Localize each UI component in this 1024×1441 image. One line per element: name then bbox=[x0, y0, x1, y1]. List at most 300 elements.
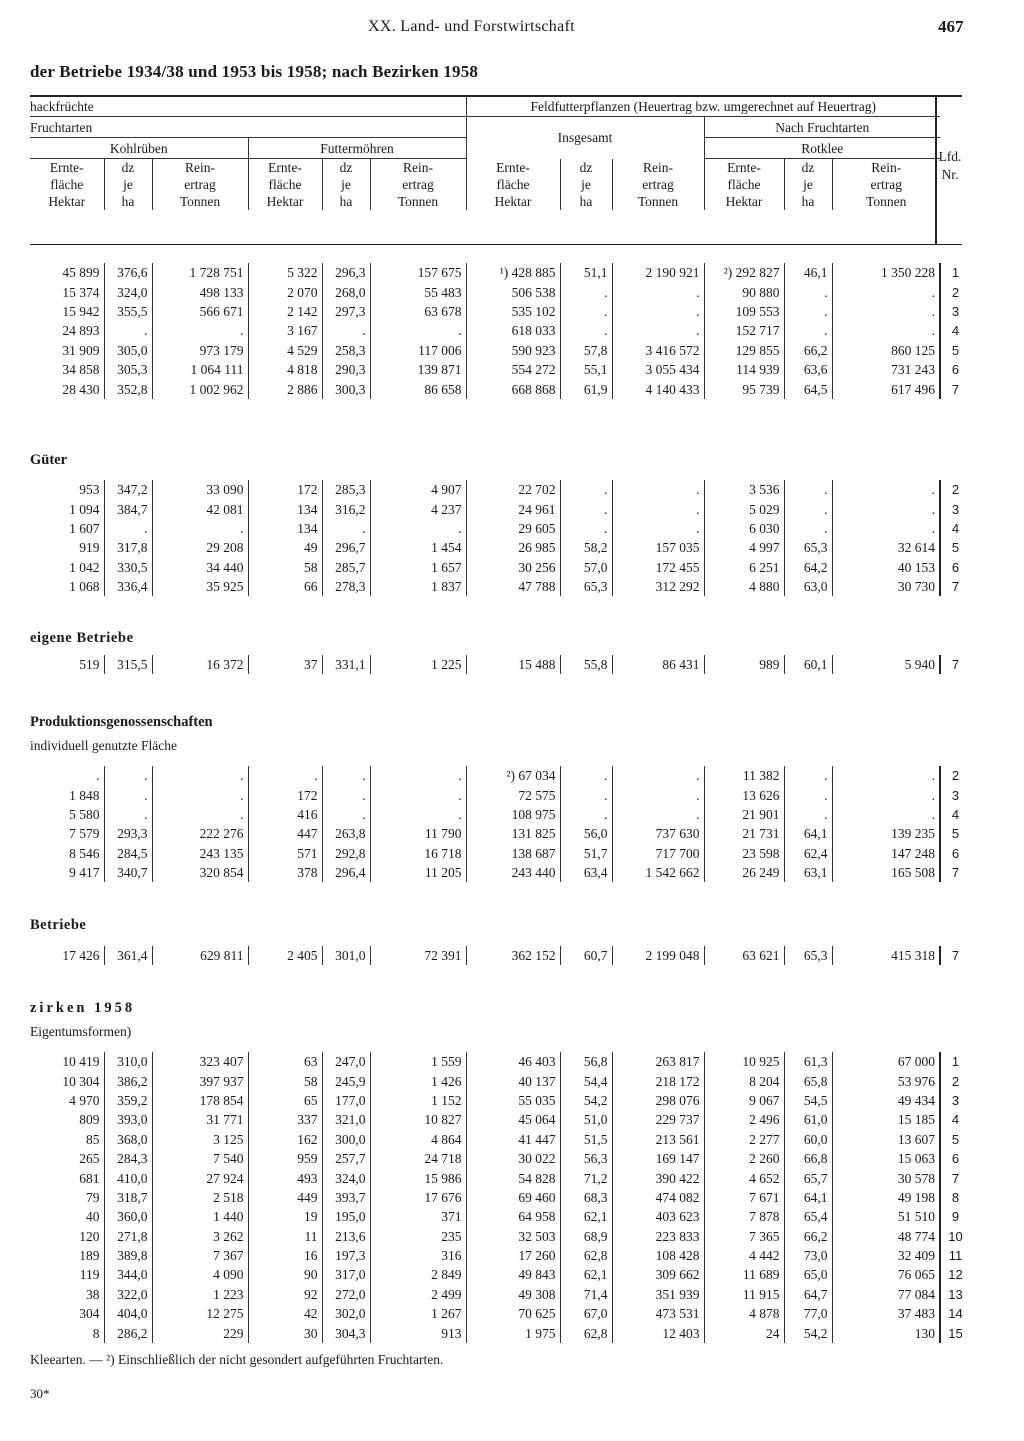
table-cell: 305,0 bbox=[104, 341, 152, 360]
table-cell: . bbox=[370, 519, 466, 538]
table-cell: 297,3 bbox=[322, 302, 370, 321]
table-cell: 263 817 bbox=[612, 1052, 704, 1071]
table-cell: 473 531 bbox=[612, 1304, 704, 1323]
table-cell: . bbox=[612, 302, 704, 321]
table-cell: 72 575 bbox=[466, 785, 560, 804]
table-cell: 51 510 bbox=[832, 1207, 940, 1226]
table-cell: . bbox=[612, 321, 704, 340]
table-cell: 65,3 bbox=[784, 946, 832, 965]
table-cell: 77,0 bbox=[784, 1304, 832, 1323]
header-hackfruechte: hackfrüchte bbox=[30, 96, 466, 117]
table-cell: 1 657 bbox=[370, 558, 466, 577]
table-cell: . bbox=[832, 519, 940, 538]
table-row bbox=[30, 1304, 970, 1323]
table-cell: 108 428 bbox=[612, 1246, 704, 1265]
table-cell: 63,1 bbox=[784, 863, 832, 882]
table-cell: 152 717 bbox=[704, 321, 784, 340]
table-cell: 24 893 bbox=[62, 323, 100, 339]
table-cell: 285,3 bbox=[322, 480, 370, 499]
section-title-betriebe: Betriebe bbox=[30, 917, 87, 933]
table-cell: 860 125 bbox=[832, 341, 940, 360]
table-cell: 86 431 bbox=[612, 655, 704, 674]
table-cell: . bbox=[612, 805, 704, 824]
table-cell: 11 205 bbox=[370, 863, 466, 882]
table-cell: 41 447 bbox=[466, 1130, 560, 1149]
table-row bbox=[30, 1285, 970, 1304]
table-cell: 1 728 751 bbox=[152, 263, 248, 282]
table-cell: 360,0 bbox=[104, 1207, 152, 1226]
table-cell: 66,2 bbox=[784, 1227, 832, 1246]
table-cell: 64,1 bbox=[784, 824, 832, 843]
table-cell: 268,0 bbox=[322, 282, 370, 301]
table-cell: . bbox=[152, 805, 248, 824]
table-cell: . bbox=[104, 766, 152, 785]
table-cell: 318,7 bbox=[104, 1188, 152, 1207]
table-cell: 131 825 bbox=[466, 824, 560, 843]
table-cell: 404,0 bbox=[104, 1304, 152, 1323]
table-cell: 6 030 bbox=[704, 519, 784, 538]
row-number-cell: 2 bbox=[940, 282, 970, 301]
table-cell: 4 907 bbox=[370, 480, 466, 499]
table-cell: 55,8 bbox=[560, 655, 612, 674]
table-cell: 30 bbox=[248, 1323, 322, 1342]
table-cell: 386,2 bbox=[104, 1071, 152, 1090]
table-cell: 72 391 bbox=[370, 946, 466, 965]
table-cell: 54,2 bbox=[784, 1323, 832, 1342]
row-number-cell: 8 bbox=[940, 1188, 970, 1207]
table-row bbox=[30, 844, 970, 863]
table-cell: 953 bbox=[79, 482, 100, 498]
table-cell: 263,8 bbox=[322, 824, 370, 843]
table-cell: . bbox=[322, 321, 370, 340]
table-cell: 474 082 bbox=[612, 1188, 704, 1207]
table-cell: 416 bbox=[248, 805, 322, 824]
table-cell: 1 848 bbox=[69, 787, 100, 803]
table-cell: . bbox=[612, 499, 704, 518]
table-cell: 312 292 bbox=[612, 577, 704, 596]
table-cell: 384,7 bbox=[104, 499, 152, 518]
table-cell: 46 403 bbox=[466, 1052, 560, 1071]
table-cell: 317,0 bbox=[322, 1265, 370, 1284]
table-row bbox=[30, 1323, 970, 1342]
table-cell: 340,7 bbox=[104, 863, 152, 882]
table-cell: 1 068 bbox=[69, 579, 100, 595]
table-cell: 62,1 bbox=[560, 1265, 612, 1284]
table-cell: 1 267 bbox=[370, 1304, 466, 1323]
table-cell: 7 365 bbox=[704, 1227, 784, 1246]
table-cell: . bbox=[784, 302, 832, 321]
table-cell: 76 065 bbox=[832, 1265, 940, 1284]
table-cell: 68,9 bbox=[560, 1227, 612, 1246]
table-cell: 257,7 bbox=[322, 1149, 370, 1168]
table-cell: 58 bbox=[248, 1071, 322, 1090]
table-row bbox=[30, 499, 970, 518]
table-cell: 359,2 bbox=[104, 1091, 152, 1110]
table-cell: 293,3 bbox=[104, 824, 152, 843]
table-cell: 15 185 bbox=[832, 1110, 940, 1129]
table-cell: 493 bbox=[248, 1168, 322, 1187]
table-cell: . bbox=[322, 805, 370, 824]
table-cell: 222 276 bbox=[152, 824, 248, 843]
table-cell: . bbox=[104, 321, 152, 340]
row-number-cell: 10 bbox=[940, 1227, 970, 1246]
table-cell: . bbox=[322, 519, 370, 538]
table-cell: 3 262 bbox=[152, 1227, 248, 1246]
table-cell: 1 559 bbox=[370, 1052, 466, 1071]
row-number-cell: 2 bbox=[940, 480, 970, 499]
block-betriebe-table bbox=[30, 946, 970, 965]
table-cell: 15 942 bbox=[62, 303, 100, 319]
table-cell: 5 940 bbox=[832, 655, 940, 674]
table-row bbox=[30, 805, 970, 824]
table-cell: 292,8 bbox=[322, 844, 370, 863]
table-cell: 1 094 bbox=[69, 501, 100, 517]
table-cell: . bbox=[322, 785, 370, 804]
table-cell: 62,8 bbox=[560, 1246, 612, 1265]
table-cell: 519 bbox=[79, 657, 100, 673]
table-cell: . bbox=[784, 785, 832, 804]
table-row bbox=[30, 1149, 970, 1168]
table-cell: 49 434 bbox=[832, 1091, 940, 1110]
table-cell: 2 199 048 bbox=[612, 946, 704, 965]
row-number-cell: 6 bbox=[940, 360, 970, 379]
table-cell: 65,0 bbox=[784, 1265, 832, 1284]
table-cell: 331,1 bbox=[322, 655, 370, 674]
table-cell: 17 260 bbox=[466, 1246, 560, 1265]
table-cell: . bbox=[784, 321, 832, 340]
table-cell: 245,9 bbox=[322, 1071, 370, 1090]
table-cell: 3 055 434 bbox=[612, 360, 704, 379]
table-cell: 213 561 bbox=[612, 1130, 704, 1149]
table-cell: 2 496 bbox=[704, 1110, 784, 1129]
table-cell: . bbox=[560, 519, 612, 538]
table-cell: 7 540 bbox=[152, 1149, 248, 1168]
table-cell: 30 578 bbox=[832, 1168, 940, 1187]
block-eigene-betriebe-table bbox=[30, 655, 970, 674]
row-number-cell: 15 bbox=[940, 1323, 970, 1342]
table-cell: 64 958 bbox=[466, 1207, 560, 1226]
table-cell: 29 605 bbox=[466, 519, 560, 538]
table-cell: 85 bbox=[86, 1131, 100, 1147]
table-row bbox=[30, 1207, 970, 1226]
row-number-cell: 7 bbox=[940, 379, 970, 398]
table-cell: 56,0 bbox=[560, 824, 612, 843]
table-cell: 410,0 bbox=[104, 1168, 152, 1187]
table-row bbox=[30, 863, 970, 882]
header-kohlrueben: Kohlrüben bbox=[30, 138, 248, 159]
table-row bbox=[30, 263, 970, 282]
table-cell: 10 419 bbox=[62, 1054, 100, 1070]
table-cell: 55,1 bbox=[560, 360, 612, 379]
table-cell: 9 067 bbox=[704, 1091, 784, 1110]
table-cell: 5 029 bbox=[704, 499, 784, 518]
table-cell: 397 937 bbox=[152, 1071, 248, 1090]
table-cell: . bbox=[832, 302, 940, 321]
table-cell: 4 970 bbox=[69, 1092, 100, 1108]
table-cell: 22 702 bbox=[466, 480, 560, 499]
table-cell: 147 248 bbox=[832, 844, 940, 863]
table-cell: 296,7 bbox=[322, 538, 370, 557]
table-cell: 506 538 bbox=[466, 282, 560, 301]
table-cell: 54,4 bbox=[560, 1071, 612, 1090]
row-number-cell: 9 bbox=[940, 1207, 970, 1226]
table-cell: 37 483 bbox=[832, 1304, 940, 1323]
table-cell: 362 152 bbox=[466, 946, 560, 965]
table-cell: 310,0 bbox=[104, 1052, 152, 1071]
table-cell: 46,1 bbox=[784, 263, 832, 282]
table-title: der Betriebe 1934/38 und 1953 bis 1958; nach Bezirken 1958 bbox=[30, 62, 479, 81]
table-row bbox=[30, 341, 970, 360]
table-cell: 298 076 bbox=[612, 1091, 704, 1110]
table-cell: 304,3 bbox=[322, 1323, 370, 1342]
table-cell: 66,8 bbox=[784, 1149, 832, 1168]
table-cell: 157 035 bbox=[612, 538, 704, 557]
table-cell: 61,3 bbox=[784, 1052, 832, 1071]
table-cell: 315,5 bbox=[104, 655, 152, 674]
table-cell: 959 bbox=[248, 1149, 322, 1168]
table-cell: 79 bbox=[86, 1189, 100, 1205]
table-cell: . bbox=[784, 519, 832, 538]
table-cell: 2 849 bbox=[370, 1265, 466, 1284]
table-cell: 172 bbox=[248, 785, 322, 804]
table-cell: . bbox=[370, 785, 466, 804]
table-cell: 403 623 bbox=[612, 1207, 704, 1226]
table-cell: 737 630 bbox=[612, 824, 704, 843]
table-cell: 51,5 bbox=[560, 1130, 612, 1149]
table-cell: 10 827 bbox=[370, 1110, 466, 1129]
table-cell: 62,8 bbox=[560, 1323, 612, 1342]
table-cell: 973 179 bbox=[152, 341, 248, 360]
table-cell: 3 536 bbox=[704, 480, 784, 499]
table-cell: 304 bbox=[79, 1306, 100, 1322]
table-cell: 4 818 bbox=[248, 360, 322, 379]
table-cell: 2 886 bbox=[248, 379, 322, 398]
table-cell: 731 243 bbox=[832, 360, 940, 379]
table-cell: 24 961 bbox=[466, 499, 560, 518]
table-cell: 114 939 bbox=[704, 360, 784, 379]
header-futtermoehren: Futtermöhren bbox=[248, 138, 466, 159]
table-cell: . bbox=[784, 480, 832, 499]
table-cell: 38 bbox=[86, 1286, 100, 1302]
table-cell: 218 172 bbox=[612, 1071, 704, 1090]
table-cell: 296,3 bbox=[322, 263, 370, 282]
table-cell: 809 bbox=[79, 1112, 100, 1128]
table-cell: 90 880 bbox=[704, 282, 784, 301]
table-cell: 49 bbox=[248, 538, 322, 557]
section-title-gueter: Güter bbox=[30, 452, 68, 468]
table-cell: 717 700 bbox=[612, 844, 704, 863]
section-title-bezirke: zirken 1958 bbox=[30, 1000, 136, 1016]
table-cell: 11 bbox=[248, 1227, 322, 1246]
table-row bbox=[30, 1052, 970, 1071]
row-number-cell: 4 bbox=[940, 1110, 970, 1129]
table-cell: 301,0 bbox=[322, 946, 370, 965]
table-cell: 63 621 bbox=[704, 946, 784, 965]
table-cell: 24 bbox=[704, 1323, 784, 1342]
table-cell: 61,9 bbox=[560, 379, 612, 398]
table-cell: 58,2 bbox=[560, 538, 612, 557]
table-cell: 13 626 bbox=[704, 785, 784, 804]
table-cell: 15 986 bbox=[370, 1168, 466, 1187]
table-cell: 134 bbox=[248, 519, 322, 538]
table-cell: 108 975 bbox=[466, 805, 560, 824]
table-cell: 169 147 bbox=[612, 1149, 704, 1168]
table-cell: . bbox=[560, 805, 612, 824]
table-cell: 1 426 bbox=[370, 1071, 466, 1090]
table-cell: 305,3 bbox=[104, 360, 152, 379]
table-cell: 11 915 bbox=[704, 1285, 784, 1304]
table-cell: . bbox=[784, 766, 832, 785]
row-number-cell: 7 bbox=[940, 1168, 970, 1187]
table-cell: . bbox=[322, 766, 370, 785]
table-cell: 157 675 bbox=[370, 263, 466, 282]
table-cell: 66,2 bbox=[784, 341, 832, 360]
table-cell: . bbox=[560, 321, 612, 340]
row-number-cell: 6 bbox=[940, 558, 970, 577]
table-cell: 34 440 bbox=[152, 558, 248, 577]
table-cell: 286,2 bbox=[104, 1323, 152, 1342]
row-number-cell: 3 bbox=[940, 302, 970, 321]
table-cell: 86 658 bbox=[370, 379, 466, 398]
table-cell: 4 652 bbox=[704, 1168, 784, 1187]
table-cell: . bbox=[612, 282, 704, 301]
table-cell: 566 671 bbox=[152, 302, 248, 321]
table-cell: 265 bbox=[79, 1151, 100, 1167]
table-cell: 3 416 572 bbox=[612, 341, 704, 360]
table-cell: 3 167 bbox=[248, 321, 322, 340]
table-cell: . bbox=[248, 766, 322, 785]
table-cell: 48 774 bbox=[832, 1227, 940, 1246]
header-r-flaeche: Ernte- fläche Hektar bbox=[704, 159, 784, 211]
table-cell: 535 102 bbox=[466, 302, 560, 321]
table-cell: . bbox=[784, 499, 832, 518]
table-cell: 66 bbox=[248, 577, 322, 596]
table-cell: . bbox=[832, 282, 940, 301]
table-cell: 16 bbox=[248, 1246, 322, 1265]
table-cell: 77 084 bbox=[832, 1285, 940, 1304]
table-cell: . bbox=[560, 766, 612, 785]
table-cell: 42 081 bbox=[152, 499, 248, 518]
table-cell: . bbox=[370, 805, 466, 824]
table-cell: 229 bbox=[152, 1323, 248, 1342]
table-cell: 7 878 bbox=[704, 1207, 784, 1226]
table-cell: 60,1 bbox=[784, 655, 832, 674]
table-cell: 51,7 bbox=[560, 844, 612, 863]
table-cell: 65,8 bbox=[784, 1071, 832, 1090]
table-cell: 3 125 bbox=[152, 1130, 248, 1149]
signature-mark: 30* bbox=[30, 1386, 50, 1401]
table-cell: 53 976 bbox=[832, 1071, 940, 1090]
table-cell: 138 687 bbox=[466, 844, 560, 863]
table-cell: 33 090 bbox=[152, 480, 248, 499]
table-cell: . bbox=[560, 302, 612, 321]
table-cell: 11 382 bbox=[704, 766, 784, 785]
table-cell: 54 828 bbox=[466, 1168, 560, 1187]
row-number-cell: 7 bbox=[940, 946, 970, 965]
table-cell: 243 135 bbox=[152, 844, 248, 863]
table-cell: 15 063 bbox=[832, 1149, 940, 1168]
table-cell: 498 133 bbox=[152, 282, 248, 301]
table-cell: . bbox=[152, 321, 248, 340]
table-cell: 344,0 bbox=[104, 1265, 152, 1284]
row-number-cell: 7 bbox=[940, 863, 970, 882]
table-cell: 5 580 bbox=[69, 806, 100, 822]
header-k-dz: dz je ha bbox=[104, 159, 152, 211]
table-cell: . bbox=[152, 519, 248, 538]
table-cell: . bbox=[832, 321, 940, 340]
table-cell: 5 322 bbox=[248, 263, 322, 282]
table-cell: 71,4 bbox=[560, 1285, 612, 1304]
table-cell: 302,0 bbox=[322, 1304, 370, 1323]
row-number-cell: 5 bbox=[940, 824, 970, 843]
table-cell: 8 546 bbox=[69, 845, 100, 861]
table-row bbox=[30, 1110, 970, 1129]
table-cell: 61,0 bbox=[784, 1110, 832, 1129]
row-number-cell: 2 bbox=[940, 1071, 970, 1090]
table-cell: 447 bbox=[248, 824, 322, 843]
table-cell: 1 225 bbox=[370, 655, 466, 674]
table-cell: 371 bbox=[370, 1207, 466, 1226]
table-row bbox=[30, 766, 970, 785]
table-cell: 172 455 bbox=[612, 558, 704, 577]
table-row bbox=[30, 1071, 970, 1090]
row-number-cell: 7 bbox=[940, 577, 970, 596]
table-cell: 17 676 bbox=[370, 1188, 466, 1207]
table-cell: 1 837 bbox=[370, 577, 466, 596]
table-row bbox=[30, 577, 970, 596]
table-cell: 47 788 bbox=[466, 577, 560, 596]
table-cell: 129 855 bbox=[704, 341, 784, 360]
table-cell: 317,8 bbox=[104, 538, 152, 557]
table-cell: 40 137 bbox=[466, 1071, 560, 1090]
table-cell: 376,6 bbox=[104, 263, 152, 282]
table-row bbox=[30, 282, 970, 301]
table-cell: 12 275 bbox=[152, 1304, 248, 1323]
table-cell: 4 880 bbox=[704, 577, 784, 596]
header-i-ertrag: Rein- ertrag Tonnen bbox=[612, 159, 704, 211]
table-cell: 7 671 bbox=[704, 1188, 784, 1207]
table-cell: 1 002 962 bbox=[152, 379, 248, 398]
table-cell: 4 090 bbox=[152, 1265, 248, 1284]
table-cell: 1 042 bbox=[69, 559, 100, 575]
block-totals-table bbox=[30, 263, 970, 399]
table-cell: . bbox=[104, 519, 152, 538]
table-cell: 40 153 bbox=[832, 558, 940, 577]
table-cell: 368,0 bbox=[104, 1130, 152, 1149]
table-row bbox=[30, 785, 970, 804]
row-number-cell: 3 bbox=[940, 499, 970, 518]
table-cell: 285,7 bbox=[322, 558, 370, 577]
table-cell: 28 430 bbox=[62, 381, 100, 397]
header-insgesamt: Insgesamt bbox=[466, 117, 704, 159]
table-cell: 177,0 bbox=[322, 1091, 370, 1110]
table-cell: 229 737 bbox=[612, 1110, 704, 1129]
table-row bbox=[30, 302, 970, 321]
table-cell: 63,6 bbox=[784, 360, 832, 379]
table-cell: 2 142 bbox=[248, 302, 322, 321]
header-feldfutter: Feldfutterpflanzen (Heuertrag bzw. umgerechnet auf Heuertrag) bbox=[466, 96, 940, 117]
table-cell: 1 223 bbox=[152, 1285, 248, 1304]
table-cell: 45 899 bbox=[62, 265, 100, 281]
table-cell: 415 318 bbox=[832, 946, 940, 965]
table-cell: 65,7 bbox=[784, 1168, 832, 1187]
table-cell: 300,0 bbox=[322, 1130, 370, 1149]
table-cell: 284,5 bbox=[104, 844, 152, 863]
table-cell: 63 bbox=[248, 1052, 322, 1071]
table-cell: 361,4 bbox=[104, 946, 152, 965]
table-cell: 15 374 bbox=[62, 284, 100, 300]
block-gueter-table bbox=[30, 480, 970, 596]
